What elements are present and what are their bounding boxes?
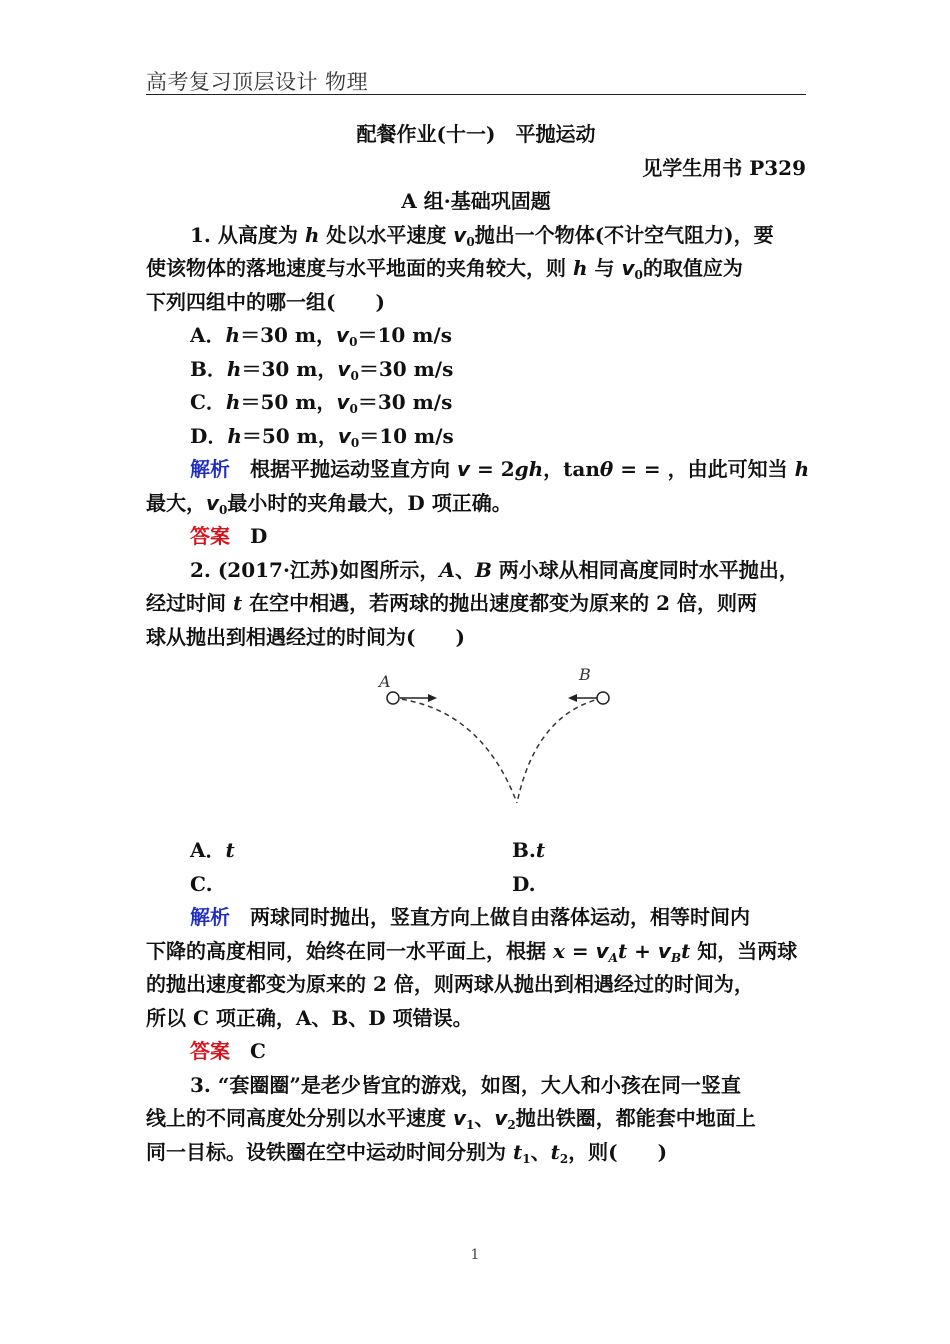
- text: 线上的不同高度处分别以水平速度: [146, 1106, 453, 1130]
- assignment-title: 配餐作业(十一) 平抛运动: [356, 122, 596, 146]
- q2-analysis-line-2: [146, 935, 806, 969]
- var-v: v: [206, 490, 220, 515]
- var-v: v: [456, 457, 471, 481]
- var-A: A: [439, 557, 455, 582]
- var-h: h: [794, 457, 810, 481]
- ball-a: [387, 692, 399, 704]
- text: 2. (2017·江苏)如图所示，: [190, 557, 440, 582]
- option-value: ＝10 m/s: [357, 323, 452, 347]
- subscript: 2: [507, 1118, 516, 1132]
- subscript: 0: [349, 402, 358, 416]
- text: 与: [587, 256, 622, 280]
- var-t: t: [681, 938, 691, 963]
- answer-value: C: [230, 1039, 266, 1063]
- var-t: t: [512, 1139, 523, 1164]
- q2-analysis-line-4: 所以 C 项正确，A、B、D 项错误。: [146, 1005, 473, 1030]
- answer-label: 答案: [190, 1039, 230, 1063]
- var-h: h: [226, 356, 242, 381]
- var-x: x: [552, 938, 565, 963]
- var-t: t: [225, 838, 235, 862]
- option-value: ＝30 m/s: [357, 390, 453, 414]
- text: 1. 从高度为: [190, 222, 305, 247]
- q2-line-3: 球从抛出到相遇经过的时间为( ): [146, 624, 465, 649]
- arrowhead-b: [568, 694, 577, 702]
- ball-b: [597, 692, 609, 704]
- option-label: B．: [190, 356, 227, 381]
- q3-line-2: [146, 1102, 806, 1136]
- text: 经过时间: [146, 591, 233, 615]
- text: 抛出铁圈，都能套中地面上: [515, 1106, 756, 1130]
- text: 下降的高度相同，始终在同一水平面上，根据: [146, 938, 553, 963]
- q2-option-b[interactable]: [512, 834, 545, 868]
- subscript: 0: [349, 335, 358, 349]
- text: = = ，由此可知当: [613, 457, 795, 481]
- var-h: h: [304, 222, 320, 247]
- option-label: A．: [190, 838, 226, 862]
- q1-line-2: [146, 252, 806, 286]
- q2-options-row-2: [146, 868, 806, 902]
- q2-analysis-line-1: [146, 901, 806, 935]
- q2-line-1: [146, 554, 806, 588]
- q1-analysis-line-1: [146, 453, 810, 487]
- option-label: C．: [190, 390, 226, 414]
- page-header: [146, 64, 806, 95]
- var-t: t: [232, 591, 243, 615]
- q3-line-1: 3. “套圈圈”是老少皆宜的游戏，如图，大人和小孩在同一竖直: [190, 1072, 741, 1097]
- text: 、: [454, 557, 475, 582]
- text: 在空中相遇，若两球的抛出速度都变为原来的 2 倍，则两: [242, 591, 758, 615]
- option-label: D．: [190, 423, 228, 448]
- q1-answer: [146, 520, 806, 554]
- option-label: A．: [190, 323, 226, 347]
- option-value: ＝10 m/s: [359, 423, 454, 448]
- answer-value: D: [230, 524, 268, 548]
- q2-line-2: [146, 587, 806, 621]
- text: 两小球从相同高度同时水平抛出，: [491, 557, 799, 582]
- analysis-label: 解析: [190, 457, 230, 481]
- page-content: [146, 118, 810, 1169]
- var-t: t: [535, 838, 546, 862]
- var-h: h: [572, 256, 588, 280]
- q2-options-row-1: [146, 834, 806, 868]
- var-v: v: [336, 323, 350, 347]
- q2-option-c[interactable]: C.: [190, 871, 213, 896]
- subscript: 1: [522, 1151, 531, 1166]
- answer-label: 答案: [190, 524, 230, 548]
- var-v: v: [336, 390, 350, 414]
- var-gh: gh: [514, 457, 544, 481]
- var-t: t: [550, 1139, 560, 1164]
- section-title: A 组·基础巩固题: [401, 189, 551, 213]
- subscript: A: [608, 950, 618, 965]
- text: ，则( ): [568, 1139, 668, 1164]
- subscript: 0: [350, 368, 359, 383]
- q1-line-3: 下列四组中的哪一组( ): [146, 289, 385, 314]
- text: 抛出一个物体(不计空气阻力)，要: [474, 222, 774, 247]
- text: 、: [474, 1106, 495, 1130]
- header-title: 高考复习顶层设计 物理: [146, 70, 369, 94]
- var-theta: θ: [599, 457, 614, 481]
- var-t: t: [617, 938, 628, 963]
- var-v: v: [337, 423, 351, 448]
- q1-line-1: [146, 219, 806, 253]
- subscript: B: [670, 950, 682, 965]
- subscript: 0: [219, 502, 228, 517]
- text: 的取值应为: [642, 256, 743, 280]
- var-v: v: [453, 222, 467, 247]
- option-value: ＝30 m，: [241, 356, 338, 381]
- var-h: h: [225, 323, 241, 347]
- subscript: 0: [350, 435, 360, 450]
- trajectory-diagram: [371, 658, 611, 808]
- q2-option-d[interactable]: D.: [512, 871, 536, 896]
- var-v: v: [494, 1106, 508, 1130]
- text: 根据平抛运动竖直方向: [230, 457, 457, 481]
- text: 知，当两球: [690, 938, 798, 963]
- text: ，tan: [543, 457, 600, 481]
- subscript: 0: [466, 234, 475, 249]
- option-value: ＝50 m，: [241, 423, 338, 448]
- subscript: 0: [634, 268, 643, 282]
- q1-option-d[interactable]: [146, 420, 806, 454]
- q1-option-c[interactable]: [146, 386, 806, 420]
- var-h: h: [225, 390, 241, 414]
- text: 两球同时抛出，竖直方向上做自由落体运动，相等时间内: [230, 905, 750, 929]
- q1-option-b[interactable]: [146, 353, 806, 387]
- var-B: B: [474, 557, 492, 582]
- text: = 2: [470, 457, 515, 481]
- label-B: B: [579, 665, 591, 684]
- subscript: 2: [559, 1151, 569, 1166]
- text: =: [564, 938, 596, 963]
- option-value: ＝30 m，: [240, 323, 337, 347]
- var-v: v: [452, 1106, 467, 1130]
- option-value: ＝30 m/s: [358, 356, 454, 381]
- q1-analysis-line-2: [146, 487, 806, 521]
- q3-line-3: [146, 1136, 806, 1170]
- trajectory-a: [393, 698, 517, 803]
- option-label: B.: [512, 838, 536, 862]
- arrowhead-a: [428, 694, 437, 702]
- q2-answer: [146, 1035, 806, 1069]
- var-v: v: [657, 938, 671, 963]
- var-v: v: [337, 356, 351, 381]
- var-v: v: [621, 256, 635, 280]
- text: 、: [530, 1139, 551, 1164]
- q1-option-a[interactable]: [146, 319, 806, 353]
- text: 最大，: [146, 490, 206, 515]
- var-v: v: [595, 938, 609, 963]
- text: 同一目标。设铁圈在空中运动时间分别为: [146, 1139, 513, 1164]
- page-number: 1: [470, 1247, 480, 1263]
- q2-option-a[interactable]: [190, 834, 235, 868]
- subscript: 1: [466, 1118, 475, 1132]
- text: 使该物体的落地速度与水平地面的夹角较大，则: [146, 256, 573, 280]
- text: 最小时的夹角最大，D 项正确。: [227, 490, 512, 515]
- text: +: [627, 938, 658, 963]
- text: 处以水平速度: [319, 222, 454, 247]
- analysis-label: 解析: [190, 905, 230, 929]
- projectile-figure: [146, 654, 806, 834]
- var-h: h: [227, 423, 242, 448]
- q2-analysis-line-3: 的抛出速度都变为原来的 2 倍，则两球从抛出到相遇经过的时间为，: [146, 972, 754, 996]
- trajectory-b: [517, 698, 603, 803]
- label-A: A: [379, 672, 391, 691]
- book-reference: 见学生用书 P329: [642, 155, 806, 180]
- option-value: ＝50 m，: [240, 390, 337, 414]
